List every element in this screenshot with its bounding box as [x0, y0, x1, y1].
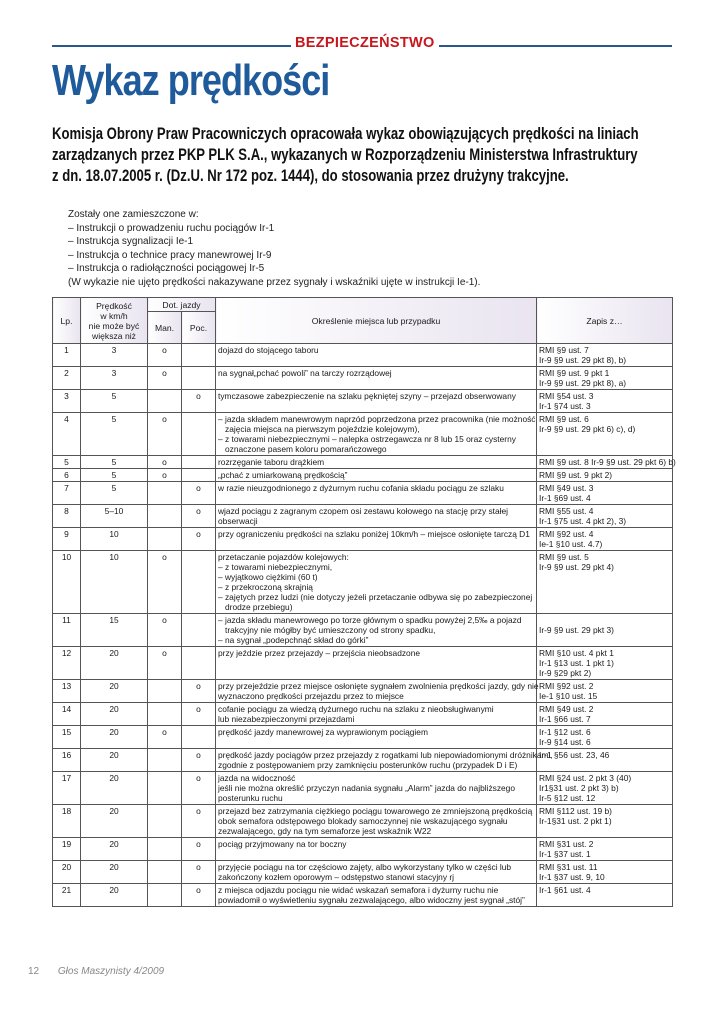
cell-place [216, 456, 537, 469]
table-row [53, 390, 673, 413]
place-line: powiadomił o wyświetleniu sygnału zezwalającego, albo widoczny jest sygnał „stój” [218, 895, 525, 905]
place-line: lub niezabezpieczonymi przejazdami [218, 714, 355, 724]
cell-man: o [148, 413, 182, 456]
record-line: Ir-1 §12 ust. 6 [539, 727, 591, 737]
table-row [53, 505, 673, 528]
cell-record [537, 482, 673, 505]
cell-poc: o [182, 805, 216, 838]
cell-poc [182, 551, 216, 614]
place-line: jeśli nie można określić przyczyn nadania sygnału „Alarm” jazda do najbliższego [218, 783, 515, 793]
cell-speed: 5–10 [81, 505, 148, 528]
place-line: prędkość jazdy pociągów przez przejazdy z rogatkami lub niepowiadomionymi dróżnikami, [218, 750, 553, 760]
record-line: RMI §49 ust. 2 [539, 704, 594, 714]
table-row [53, 528, 673, 551]
header-speed-line: większa niż [92, 330, 136, 341]
cell-poc: o [182, 390, 216, 413]
cell-place [216, 805, 537, 838]
record-line: RMI §92 ust. 4 [539, 529, 594, 539]
record-line [539, 615, 670, 625]
place-line: – jazda składem manewrowym naprzód poprzedzona przez pracownika (nie możność [218, 414, 536, 424]
cell-lp: 15 [53, 726, 81, 749]
cell-lp: 3 [53, 390, 81, 413]
place-line: jazda na widoczność [218, 773, 296, 783]
cell-record [537, 456, 676, 469]
cell-place [216, 772, 537, 805]
cell-record [537, 505, 673, 528]
place-line: przy ograniczeniu prędkości na szlaku poniżej 10km/h – miejsce osłonięte tarczą D1 [218, 529, 530, 539]
place-line: obserwacji [218, 516, 258, 526]
cell-poc [182, 614, 216, 647]
cell-speed: 20 [81, 805, 148, 838]
place-line: pociąg przyjmowany na tor boczny [218, 839, 347, 849]
record-line: RMI §55 ust. 4 [539, 506, 594, 516]
cell-place [216, 726, 537, 749]
place-line: – z towarami niebezpiecznymi – nalepka ostrzegawcza nr 8 lub 15 oraz cysterny [218, 434, 516, 444]
place-line: oznaczone pasem koloru pomarańczowego [225, 444, 387, 454]
cell-lp: 20 [53, 861, 81, 884]
table-row [53, 680, 673, 703]
cell-speed: 20 [81, 647, 148, 680]
cell-poc [182, 456, 216, 469]
cell-poc: o [182, 884, 216, 907]
cell-man [148, 861, 182, 884]
cell-man [148, 482, 182, 505]
table-row [53, 482, 673, 505]
cell-lp: 12 [53, 647, 81, 680]
cell-lp: 14 [53, 703, 81, 726]
record-line: Ir-9 §9 ust. 29 pkt 3) [539, 625, 614, 635]
cell-record [537, 861, 673, 884]
cell-poc: o [182, 861, 216, 884]
cell-man [148, 528, 182, 551]
page-number: 12 [28, 966, 40, 977]
table-row [53, 726, 673, 749]
cell-place [216, 367, 537, 390]
cell-place [216, 528, 537, 551]
cell-poc [182, 726, 216, 749]
cell-lp: 6 [53, 469, 81, 482]
place-line: z miejsca odjazdu pociągu nie widać wskazań semafora i dyżurny ruchu nie [218, 885, 499, 895]
place-line: „pchać z umiarkowaną prędkością” [218, 470, 348, 480]
cell-place [216, 647, 537, 680]
cell-lp: 21 [53, 884, 81, 907]
record-line: RMI §9 ust. 8 Ir-9 §9 ust. 29 pkt 6) b) [539, 457, 676, 467]
record-line: Ir-1 §69 ust. 4 [539, 493, 591, 503]
cell-speed: 3 [81, 344, 148, 367]
cell-speed: 15 [81, 614, 148, 647]
cell-lp: 2 [53, 367, 81, 390]
cell-place [216, 703, 537, 726]
intro-line: – Instrukcji o prowadzeniu ruchu pociągów Ir-1 [68, 222, 275, 234]
record-line: Ir-1 §37 ust. 1 [539, 849, 591, 859]
header-speed-line: nie może być [88, 320, 140, 331]
cell-record [537, 413, 673, 456]
cell-man: o [148, 469, 182, 482]
cell-man [148, 805, 182, 838]
cell-lp: 13 [53, 680, 81, 703]
cell-lp: 10 [53, 551, 81, 614]
cell-lp: 4 [53, 413, 81, 456]
table-row [53, 456, 673, 469]
cell-speed: 20 [81, 749, 148, 772]
place-line: posterunku ruchu [218, 793, 283, 803]
record-line: Ir-1 §66 ust. 7 [539, 714, 591, 724]
header-record: Zapis z… [537, 298, 673, 344]
header-speed-line: Prędkość [96, 300, 132, 311]
cell-record [537, 528, 673, 551]
header-poc: Poc. [182, 312, 216, 344]
cell-record [537, 390, 673, 413]
record-line: Ir-1 §61 ust. 4 [539, 885, 591, 895]
record-line: Ir-1 §56 ust. 23, 46 [539, 750, 610, 760]
table-row [53, 805, 673, 838]
cell-lp: 11 [53, 614, 81, 647]
record-line: Ie-1 §10 ust. 4.7) [539, 539, 603, 549]
place-line: prędkość jazdy manewrowej za wyprawionym pociągiem [218, 727, 428, 737]
intro-line: – Instrukcja sygnalizacji Ie-1 [68, 236, 194, 247]
cell-speed: 5 [81, 469, 148, 482]
table-body [53, 344, 676, 907]
cell-lp: 9 [53, 528, 81, 551]
place-line: przy jeździe przez przejazdy – przejścia nieobsadzone [218, 648, 421, 658]
place-line: tymczasowe zabezpieczenie na szlaku pękniętej szyny – przejazd obserwowany [218, 391, 516, 401]
cell-man: o [148, 614, 182, 647]
table-row [53, 367, 673, 390]
place-line: zezwalającego, gdy na tym semaforze jest wskaźnik W22 [218, 826, 432, 836]
cell-poc: o [182, 505, 216, 528]
cell-speed: 20 [81, 861, 148, 884]
cell-man: o [148, 367, 182, 390]
cell-man [148, 703, 182, 726]
record-line: Ir-1 §37 ust. 9, 10 [539, 872, 605, 882]
record-line: RMI §9 ust. 7 [539, 345, 589, 355]
cell-speed: 20 [81, 680, 148, 703]
cell-lp: 19 [53, 838, 81, 861]
place-line: wyznaczono prędkości przejazdu przez to miejsce [218, 691, 404, 701]
cell-speed: 10 [81, 551, 148, 614]
cell-record [537, 469, 673, 482]
record-line: Ir-9 §29 pkt 2) [539, 668, 592, 678]
table-row [53, 749, 673, 772]
record-line: RMI §9 ust. 5 [539, 552, 589, 562]
cell-poc [182, 469, 216, 482]
header-speed-line: w km/h [100, 310, 128, 321]
cell-record [537, 805, 673, 838]
cell-lp: 18 [53, 805, 81, 838]
cell-place [216, 614, 537, 647]
cell-man [148, 390, 182, 413]
place-line: na sygnał„pchać powoli” na tarczy rozrządowej [218, 368, 392, 378]
place-line: obok semafora odstępowego blokady samoczynnej nie wskazującego sygnału [218, 816, 508, 826]
table-row [53, 551, 673, 614]
cell-poc [182, 367, 216, 390]
cell-speed: 3 [81, 367, 148, 390]
record-line: Ir-1 §74 ust. 3 [539, 401, 591, 411]
cell-lp: 16 [53, 749, 81, 772]
table-row [53, 861, 673, 884]
cell-poc [182, 344, 216, 367]
record-line: RMI §54 ust. 3 [539, 391, 594, 401]
record-line: RMI §31 ust. 11 [539, 862, 598, 872]
cell-speed: 20 [81, 726, 148, 749]
record-line: RMI §31 ust. 2 [539, 839, 594, 849]
record-line: Ir-5 §12 ust. 12 [539, 793, 596, 803]
cell-record [537, 703, 673, 726]
cell-man: o [148, 456, 182, 469]
cell-poc: o [182, 528, 216, 551]
cell-place [216, 390, 537, 413]
table-row [53, 614, 673, 647]
intro-line: (W wykazie nie ujęto prędkości nakazywane przez sygnały i wskaźniki ujęte w instrukcji Ie-1). [68, 276, 481, 288]
cell-record [537, 551, 673, 614]
cell-record [537, 772, 673, 805]
cell-lp: 1 [53, 344, 81, 367]
cell-lp: 7 [53, 482, 81, 505]
cell-place [216, 482, 537, 505]
cell-record [537, 614, 673, 647]
cell-record [537, 680, 673, 703]
cell-record [537, 726, 673, 749]
cell-speed: 20 [81, 838, 148, 861]
cell-place [216, 884, 537, 907]
publication-name: Głos Maszynisty 4/2009 [57, 966, 165, 977]
cell-lp: 17 [53, 772, 81, 805]
cell-speed: 5 [81, 390, 148, 413]
cell-man [148, 505, 182, 528]
record-line: RMI §49 ust. 3 [539, 483, 594, 493]
record-line: RMI §10 ust. 4 pkt 1 [539, 648, 614, 658]
cell-speed: 10 [81, 528, 148, 551]
place-line: – jazda składu manewrowego po torze głównym o spadku powyżej 2,5‰ a pojazd [218, 615, 522, 625]
place-line: drodze przebiegu) [225, 602, 293, 612]
cell-poc: o [182, 749, 216, 772]
record-line: RMI §112 ust. 19 b) [539, 806, 612, 816]
cell-man: o [148, 551, 182, 614]
cell-poc: o [182, 680, 216, 703]
cell-record [537, 344, 673, 367]
place-line: – wyjątkowo ciężkimi (60 t) [218, 572, 318, 582]
cell-speed: 5 [81, 456, 148, 469]
cell-record [537, 647, 673, 680]
header-applies: Dot. jazdy [148, 298, 216, 312]
table-row [53, 838, 673, 861]
record-line: Ir-1§31 ust. 2 pkt 1) [539, 816, 612, 826]
record-line: RMI §9 ust. 6 [539, 414, 589, 424]
intro-line: Zostały one zamieszczone w: [68, 209, 199, 220]
cell-man [148, 838, 182, 861]
cell-record [537, 749, 673, 772]
intro-line: – Instrukcja o technice pracy manewrowej Ir-9 [68, 249, 272, 261]
cell-man: o [148, 726, 182, 749]
cell-poc: o [182, 482, 216, 505]
record-line: Ir-9 §9 ust. 29 pkt 4) [539, 562, 614, 572]
cell-place [216, 344, 537, 367]
place-line: w razie nieuzgodnionego z dyżurnym ruchu cofania składu pociągu ze szlaku [218, 483, 504, 493]
place-line: rozrzęganie taboru drążkiem [218, 457, 325, 467]
table-row [53, 344, 673, 367]
place-line: dojazd do stojącego taboru [218, 345, 319, 355]
cell-speed: 20 [81, 884, 148, 907]
cell-place [216, 838, 537, 861]
record-line: RMI §24 ust. 2 pkt 3 (40) [539, 773, 632, 783]
table-row [53, 703, 673, 726]
cell-speed: 5 [81, 482, 148, 505]
cell-place [216, 413, 537, 456]
cell-man: o [148, 647, 182, 680]
record-line: Ie-1 §10 ust. 15 [539, 691, 598, 701]
record-line: RMI §92 ust. 2 [539, 681, 594, 691]
place-line: przy przejeździe przez miejsce osłonięte sygnałem zwolnienia prędkości jazdy, gdy nie [218, 681, 539, 691]
table-row [53, 469, 673, 482]
record-line: Ir-9 §14 ust. 6 [539, 737, 591, 747]
page-footer [28, 966, 164, 977]
section-tag: BEZPIECZEŃSTWO [291, 35, 439, 51]
place-line: trakcyjny nie mógłby być umieszczony od strony spadku, [225, 625, 436, 635]
cell-man [148, 772, 182, 805]
table-row [53, 413, 673, 456]
record-line: Ir-1 §75 ust. 4 pkt 2), 3) [539, 516, 627, 526]
place-line: – zajętych przez ludzi (nie dotyczy jeżeli przetaczanie odbywa się po zabezpieczonej [218, 592, 533, 602]
record-line: Ir-9 §9 ust. 29 pkt 8), a) [539, 378, 627, 388]
cell-man: o [148, 344, 182, 367]
table-row [53, 647, 673, 680]
lead-line: z dn. 18.07.2005 r. (Dz.U. Nr 172 poz. 1444), do stosowania przez drużyny trakcyjne. [52, 167, 569, 185]
place-line: zgodnie z postępowaniem przy zamknięciu posterunków ruchu (przypadek D i E) [218, 760, 518, 770]
cell-speed: 20 [81, 772, 148, 805]
cell-place [216, 551, 537, 614]
place-line: zajęcia miejsca na pierwszym pojeździe kolejowym), [225, 424, 420, 434]
place-line: – na sygnał „podepchnąć skład do górki” [218, 635, 369, 645]
cell-speed: 20 [81, 703, 148, 726]
cell-poc [182, 413, 216, 456]
cell-place [216, 861, 537, 884]
place-line: – z przekroczoną skrajnią [218, 582, 313, 592]
table-row [53, 884, 673, 907]
header-place: Określenie miejsca lub przypadku [216, 298, 537, 344]
record-line: RMI §9 ust. 9 pkt 1 [539, 368, 610, 378]
cell-man [148, 680, 182, 703]
cell-lp: 5 [53, 456, 81, 469]
cell-poc [182, 647, 216, 680]
place-line: zakończony kozłem oporowym – odstępstwo stanowi stacyjny rj [218, 872, 454, 882]
place-line: przejazd bez zatrzymania ciężkiego pociągu towarowego ze zmniejszoną prędkością [218, 806, 533, 816]
page-title: Wykaz prędkości [52, 56, 330, 105]
lead-paragraph [52, 124, 668, 187]
lead-line: Komisja Obrony Praw Pracowniczych opracowała wykaz obowiązujących prędkości na liniach [52, 125, 639, 143]
header-speed [81, 298, 148, 344]
table-row [53, 772, 673, 805]
cell-speed: 5 [81, 413, 148, 456]
place-line: wjazd pociągu z zagranym czopem osi zestawu kołowego na stację przy stałej [218, 506, 509, 516]
place-line: cofanie pociągu za wiedzą dyżurnego ruchu na szlaku z nieobsługiwanymi [218, 704, 494, 714]
intro-line: – Instrukcja o radiołączności pociągowej Ir-5 [68, 263, 265, 274]
cell-place [216, 680, 537, 703]
record-line: Ir-9 §9 ust. 29 pkt 8), b) [539, 355, 627, 365]
cell-place [216, 505, 537, 528]
cell-poc: o [182, 703, 216, 726]
intro-list [68, 208, 708, 289]
header-lp: Lp. [53, 298, 81, 344]
place-line: przyjęcie pociągu na tor częściowo zajęty, albo wykorzystany tylko w części lub [218, 862, 512, 872]
record-line: Ir1§31 ust. 2 pkt 3) b) [539, 783, 619, 793]
cell-poc: o [182, 838, 216, 861]
cell-poc: o [182, 772, 216, 805]
place-line: – z towarami niebezpiecznymi, [218, 562, 333, 572]
record-line: Ir-9 §9 ust. 29 pkt 6) c), d) [539, 424, 636, 434]
record-line: RMI §9 ust. 9 pkt 2) [539, 470, 613, 480]
cell-man [148, 749, 182, 772]
header-man: Man. [148, 312, 182, 344]
record-line: Ir-1 §13 ust. 1 pkt 1) [539, 658, 614, 668]
cell-lp: 8 [53, 505, 81, 528]
lead-line: zarządzanych przez PKP PLK S.A., wykazanych w Rozporządzeniu Ministerstwa Infrastruktury [52, 146, 638, 164]
cell-record [537, 884, 673, 907]
cell-man [148, 884, 182, 907]
cell-record [537, 838, 673, 861]
cell-place [216, 469, 537, 482]
speed-table [52, 297, 676, 907]
place-line: przetaczanie pojazdów kolejowych: [218, 552, 349, 562]
cell-record [537, 367, 673, 390]
cell-place [216, 749, 553, 772]
